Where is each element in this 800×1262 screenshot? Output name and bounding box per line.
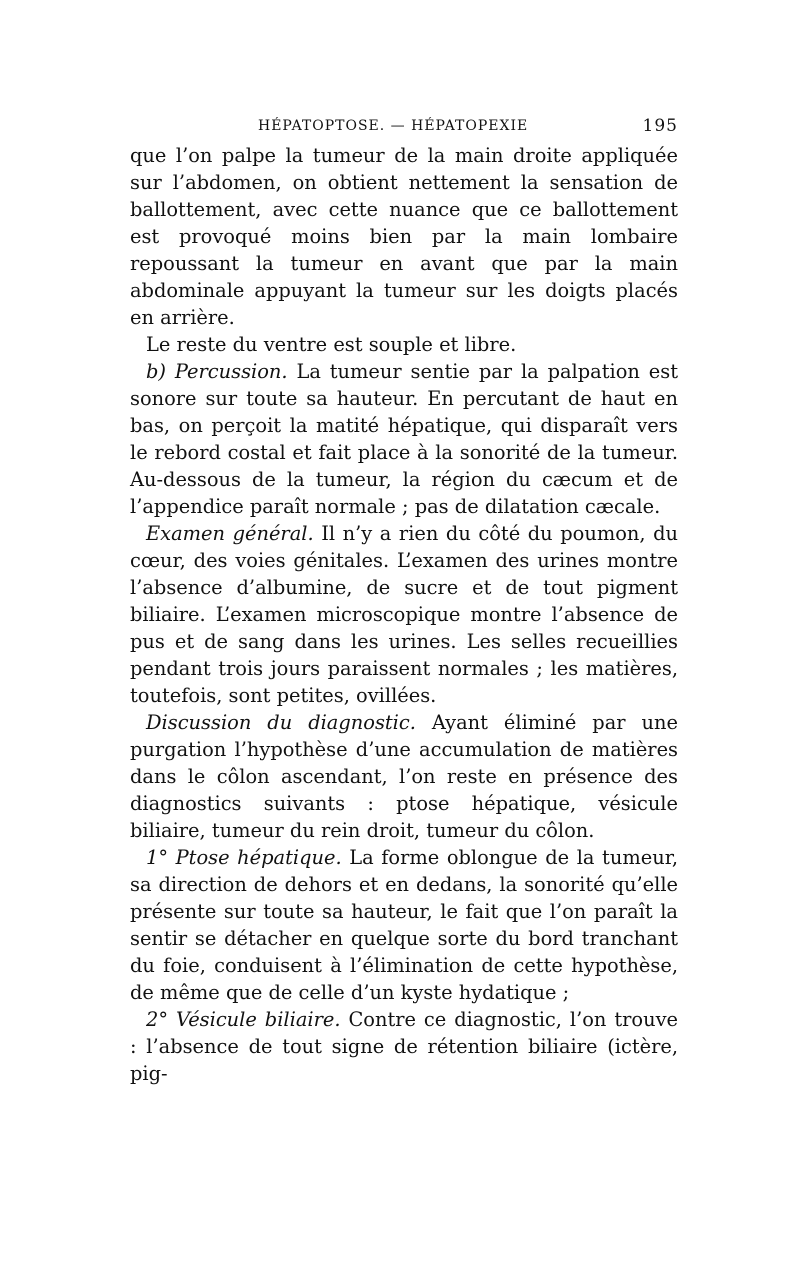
paragraph-text: La forme oblongue de la tumeur, sa direction de dehors et en dedans, la sonorité qu’elle présente sur toute sa hauteur, le fait que l’on paraît la sentir se détacher en quelque sorte du bord tranchant du foie, conduisent à l’élimination de cette hypothèse, de même que de celle d’un kyste hydatique ;: [130, 846, 678, 1004]
paragraph: [130, 520, 678, 709]
paragraph-text: Le reste du ventre est souple et libre.: [146, 333, 517, 356]
body-text: [130, 142, 678, 1087]
paragraph-text: Contre ce diagnostic, l’on trouve : l’absence de tout signe de rétention biliaire (ictère, pig-: [130, 1008, 678, 1085]
paragraph-lead: 2° Vésicule biliaire.: [146, 1008, 341, 1031]
paragraph-text: La tumeur sentie par la palpation est sonore sur toute sa hauteur. En percutant de haut en bas, on perçoit la matité hépatique, qui disparaît vers le rebord costal et fait place à la sonorité de la tumeur. Au-dessous de la tumeur, la région du cæcum et de l’appendice paraît normale ; pas de dilatation cæcale.: [130, 360, 678, 518]
running-title: HÉPATOPTOSE. — HÉPATOPEXIE: [258, 118, 529, 134]
paragraph-text: Il n’y a rien du côté du poumon, du cœur, des voies génitales. L’examen des urines montre l’absence d’albumine, de sucre et de tout pigment biliaire. L’examen microscopique montre l’absence de pus et de sang dans les urines. Les selles recueillies pendant trois jours paraissent normales ; les matières, toutefois, sont petites, ovillées.: [130, 522, 678, 707]
paragraph-lead: 1° Ptose hépatique.: [146, 846, 342, 869]
paragraph-lead: Examen général.: [146, 522, 314, 545]
paragraph-text: Ayant éliminé par une purgation l’hypothèse d’une accumulation de matières dans le côlon ascendant, l’on reste en présence des diagnostics suivants : ptose hépatique, vésicule biliaire, tumeur du rein droit, tumeur du côlon.: [130, 711, 678, 842]
paragraph: [130, 1006, 678, 1087]
book-page: [130, 112, 678, 1087]
paragraph: [130, 142, 678, 331]
paragraph: [130, 358, 678, 520]
paragraph-text: que l’on palpe la tumeur de la main droite appliquée sur l’abdomen, on obtient nettement la sensation de ballottement, avec cette nuance que ce ballottement est provoqué moins bien par la main lombaire repoussant la tumeur en avant que par la main abdominale appuyant la tumeur sur les doigts placés en arrière.: [130, 144, 678, 329]
paragraph: [130, 709, 678, 844]
paragraph-lead: b) Percussion.: [146, 360, 288, 383]
running-head: [130, 112, 678, 142]
paragraph-lead: Discussion du diagnostic.: [146, 711, 416, 734]
paragraph: [130, 844, 678, 1006]
paragraph: [130, 331, 678, 358]
page-number: 195: [642, 116, 678, 136]
